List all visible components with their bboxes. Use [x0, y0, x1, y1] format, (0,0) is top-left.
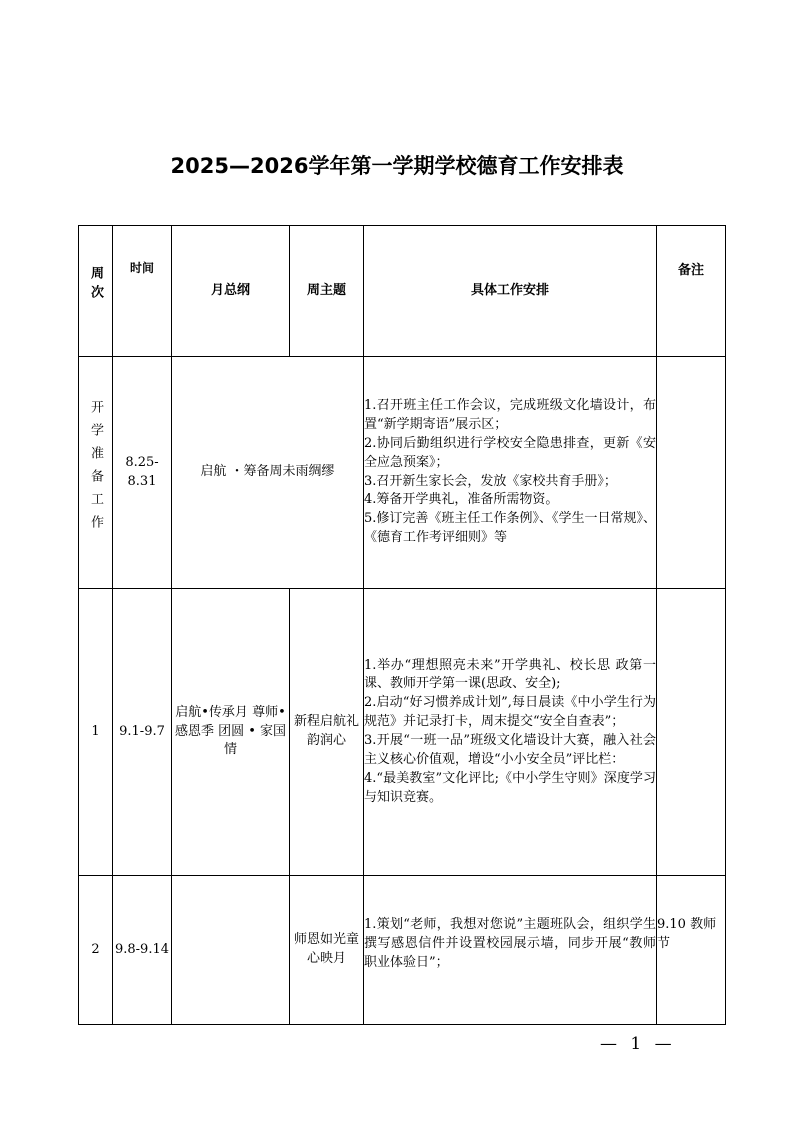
remarks-cell — [657, 357, 726, 589]
time-cell: 8.25-8.31 — [113, 357, 172, 589]
details-cell: 1.举办“理想照亮未来”开学典礼、校长思 政第一课、教师开学第一课(思政、安全); 2.启动“好习惯养成计划”,每日晨读《中小学生行为规范》并记录打卡，周末提交“安全自查表”； 3.开展“一班一品”班级文化墙设计大赛，融入社会主义核心价值观，增设“小小安全员”评比栏： 4.“最美教室”文化评比;《中小学生守则》深度学习与知识竞赛。 — [364, 589, 657, 876]
week-theme-cell: 新程启航礼韵润心 — [290, 589, 364, 876]
table-row — [79, 876, 726, 1025]
week-cell: 开学准备工作 — [79, 357, 113, 589]
header-week: 周次 — [79, 226, 113, 357]
page-number: — 1 — — [600, 1034, 676, 1054]
header-remarks: 备注 — [657, 226, 726, 357]
table-row — [79, 589, 726, 876]
week-theme-cell: 师恩如光童心映月 — [290, 876, 364, 1025]
header-week-theme: 周主题 — [290, 226, 364, 357]
remarks-cell: 9.10 教师节 — [657, 876, 726, 1025]
details-cell: 1.策划“老师，我想对您说”主题班队会，组织学生撰写感恩信件并设置校园展示墙，同步开展“教师职业体验日”； — [364, 876, 657, 1025]
week-cell: 1 — [79, 589, 113, 876]
remarks-cell — [657, 589, 726, 876]
month-outline-cell: 启航 ・筹备周未雨绸缪 — [172, 357, 364, 589]
table-row — [79, 357, 726, 589]
month-outline-cell — [172, 876, 290, 1025]
header-time: 时间 — [113, 226, 172, 357]
week-cell: 2 — [79, 876, 113, 1025]
time-cell: 9.8-9.14 — [113, 876, 172, 1025]
page-title: 2025—2026学年第一学期学校德育工作安排表 — [170, 154, 624, 178]
details-cell: 1.召开班主任工作会议，完成班级文化墙设计，布置“新学期寄语”展示区； 2.协同后勤组织进行学校安全隐患排查，更新《安全应急预案》； 3.召开新生家长会，发放《家校共育手册》； 4.筹备开学典礼，准备所需物资。 5.修订完善《班主任工作条例》、《学生一日常规》、《德育工作考评细则》等 — [364, 357, 657, 589]
header-row — [79, 226, 726, 357]
header-details: 具体工作安排 — [364, 226, 657, 357]
schedule-table — [78, 225, 726, 1025]
header-month-outline: 月总纲 — [172, 226, 290, 357]
time-cell: 9.1-9.7 — [113, 589, 172, 876]
month-outline-cell: 启航•传承月 尊师•感恩季 团圆 • 家国情 — [172, 589, 290, 876]
